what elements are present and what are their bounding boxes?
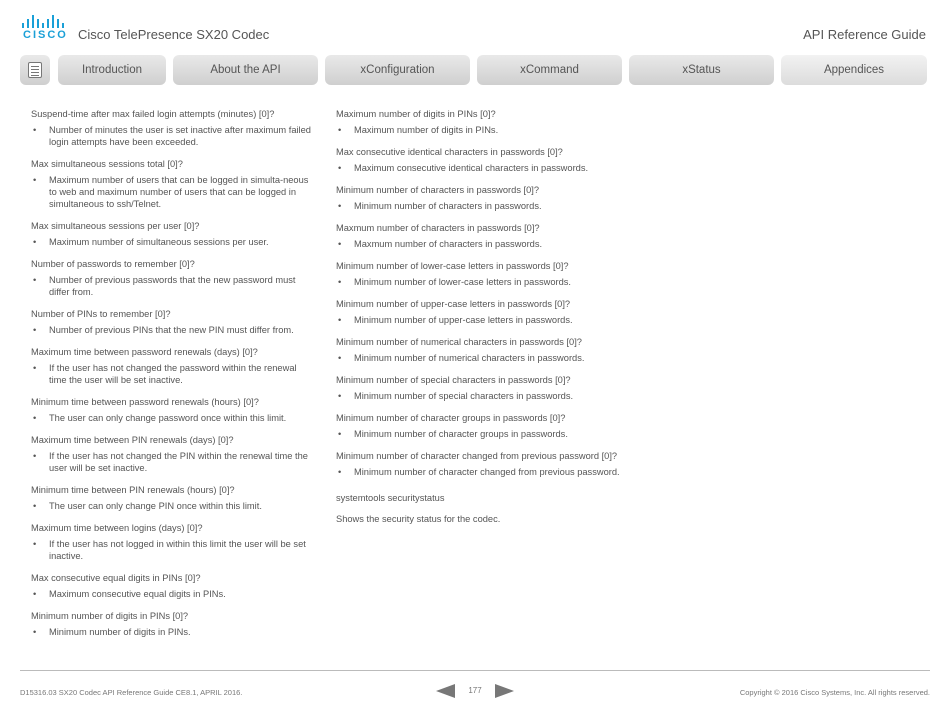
- setting-entry: [31, 258, 316, 298]
- setting-entry: [31, 108, 316, 148]
- setting-description-text: Minimum number of lower-case letters in passwords.: [354, 277, 572, 287]
- bullet-icon: •: [33, 363, 37, 373]
- pager: [436, 684, 514, 698]
- bullet-icon: •: [33, 589, 37, 599]
- tab-xcommand[interactable]: xCommand: [477, 55, 622, 85]
- setting-entry: [336, 412, 626, 440]
- bullet-icon: •: [33, 501, 37, 511]
- setting-description-text: Maximum consecutive identical characters in passwords.: [354, 163, 589, 173]
- setting-question: Number of passwords to remember [0]?: [31, 259, 195, 269]
- setting-description: [31, 124, 316, 148]
- setting-question: Minimum number of special characters in passwords [0]?: [336, 375, 571, 385]
- setting-description-text: If the user has not logged in within this limit the user will be set inactive.: [49, 539, 306, 561]
- setting-entry: [31, 158, 316, 210]
- setting-description: [31, 324, 316, 336]
- bullet-icon: •: [33, 325, 37, 335]
- setting-entry: [336, 108, 626, 136]
- setting-question: Maximum time between logins (days) [0]?: [31, 523, 203, 533]
- next-page-icon[interactable]: [495, 684, 514, 698]
- setting-question: Max simultaneous sessions per user [0]?: [31, 221, 200, 231]
- bullet-icon: •: [338, 429, 342, 439]
- left-column: [31, 108, 316, 648]
- bullet-icon: •: [338, 315, 342, 325]
- bullet-icon: •: [33, 275, 37, 285]
- menu-button[interactable]: [20, 55, 50, 85]
- setting-description-text: Number of previous PINs that the new PIN must differ from.: [49, 325, 294, 335]
- setting-description-text: The user can only change PIN once within this limit.: [49, 501, 262, 511]
- command-name: systemtools securitystatus: [336, 493, 445, 503]
- setting-entry: [336, 260, 626, 288]
- bullet-icon: •: [338, 125, 342, 135]
- setting-description-text: If the user has not changed the password within the renewal time the user will be set inactive.: [49, 363, 297, 385]
- setting-question: Minimum number of digits in PINs [0]?: [31, 611, 189, 621]
- bullet-icon: •: [33, 413, 37, 423]
- setting-description: [31, 174, 316, 210]
- footer-copyright: Copyright © 2016 Cisco Systems, Inc. All rights reserved.: [739, 688, 930, 697]
- setting-question: Minimum number of lower-case letters in passwords [0]?: [336, 261, 569, 271]
- setting-entry: [336, 336, 626, 364]
- bullet-icon: •: [338, 353, 342, 363]
- setting-description: [31, 450, 316, 474]
- setting-description-text: Minimum number of character groups in passwords.: [354, 429, 568, 439]
- setting-description-text: If the user has not changed the PIN within the renewal time the user will be set inactive.: [49, 451, 308, 473]
- tab-xconfiguration[interactable]: xConfiguration: [325, 55, 470, 85]
- bullet-icon: •: [33, 627, 37, 637]
- setting-entry: [336, 450, 626, 478]
- setting-entry: [31, 346, 316, 386]
- setting-question: Minimum time between PIN renewals (hours) [0]?: [31, 485, 235, 495]
- setting-description-text: Minimum number of character changed from previous password.: [354, 467, 620, 477]
- setting-entry: [31, 396, 316, 424]
- cisco-logo-text: CISCO: [23, 29, 68, 41]
- setting-question: Minimum number of characters in passwords [0]?: [336, 185, 540, 195]
- tab-xstatus[interactable]: xStatus: [629, 55, 774, 85]
- bullet-icon: •: [33, 175, 37, 185]
- setting-question: Maximum number of digits in PINs [0]?: [336, 109, 496, 119]
- setting-description: [31, 274, 316, 298]
- bullet-icon: •: [338, 277, 342, 287]
- setting-entry: [336, 146, 626, 174]
- guide-title: API Reference Guide: [803, 27, 926, 42]
- menu-icon: [28, 62, 42, 78]
- setting-description-text: Maximum consecutive equal digits in PINs.: [49, 589, 226, 599]
- bullet-icon: •: [338, 391, 342, 401]
- setting-description: [336, 428, 626, 440]
- setting-description-text: Maximum number of digits in PINs.: [354, 125, 499, 135]
- setting-description-text: Maximum number of users that can be logged in simulta-neous to web and maximum number of users that can be logged in simultaneous to ssh/Telnet.: [49, 175, 309, 209]
- setting-entry: [336, 298, 626, 326]
- setting-description-text: Maximum number of simultaneous sessions per user.: [49, 237, 269, 247]
- tab-introduction[interactable]: Introduction: [58, 55, 166, 85]
- setting-description: [336, 390, 626, 402]
- cisco-logo: [22, 14, 68, 42]
- setting-description-text: Minimum number of special characters in passwords.: [354, 391, 574, 401]
- setting-entry: [31, 522, 316, 562]
- setting-question: Max consecutive identical characters in passwords [0]?: [336, 147, 563, 157]
- setting-description: [336, 276, 626, 288]
- setting-question: Minimum number of character changed from previous password [0]?: [336, 451, 618, 461]
- setting-description: [336, 162, 626, 174]
- footer-doc-id: D15316.03 SX20 Codec API Reference Guide CE8.1, APRIL 2016.: [20, 688, 243, 697]
- setting-entry: [336, 184, 626, 212]
- setting-question: Maximum time between password renewals (days) [0]?: [31, 347, 258, 357]
- page-header: [0, 0, 950, 52]
- setting-question: Number of PINs to remember [0]?: [31, 309, 171, 319]
- setting-description: [31, 362, 316, 386]
- setting-entry: [31, 434, 316, 474]
- right-entries: [336, 108, 626, 478]
- bullet-icon: •: [338, 239, 342, 249]
- setting-question: Minimum number of numerical characters in passwords [0]?: [336, 337, 582, 347]
- setting-entry: [31, 610, 316, 638]
- setting-entry: [31, 572, 316, 600]
- footer-divider: [20, 670, 930, 671]
- tab-about-the-api[interactable]: About the API: [173, 55, 318, 85]
- setting-description-text: Minimum number of digits in PINs.: [49, 627, 191, 637]
- setting-description: [31, 236, 316, 248]
- setting-description: [31, 500, 316, 512]
- setting-question: Max simultaneous sessions total [0]?: [31, 159, 183, 169]
- setting-question: Suspend-time after max failed login attempts (minutes) [0]?: [31, 109, 275, 119]
- setting-description-text: Minimum number of numerical characters in passwords.: [354, 353, 585, 363]
- bullet-icon: •: [338, 163, 342, 173]
- setting-description: [336, 352, 626, 364]
- setting-description: [31, 412, 316, 424]
- setting-description-text: Number of minutes the user is set inactive after maximum failed login attempts have been exceeded.: [49, 125, 311, 147]
- setting-description: [336, 200, 626, 212]
- setting-entry: [31, 484, 316, 512]
- right-column: [336, 108, 626, 534]
- cisco-logo-bars: [22, 14, 64, 28]
- setting-question: Minimum number of upper-case letters in passwords [0]?: [336, 299, 571, 309]
- bullet-icon: •: [33, 539, 37, 549]
- tab-bar: [20, 55, 928, 85]
- bullet-icon: •: [33, 237, 37, 247]
- setting-description: [31, 626, 316, 638]
- product-title: Cisco TelePresence SX20 Codec: [78, 27, 270, 42]
- setting-description-text: Number of previous passwords that the new password must differ from.: [49, 275, 296, 297]
- setting-question: Minimum number of character groups in passwords [0]?: [336, 413, 566, 423]
- setting-description-text: The user can only change password once within this limit.: [49, 413, 287, 423]
- bullet-icon: •: [338, 201, 342, 211]
- tab-appendices[interactable]: Appendices: [781, 55, 927, 85]
- previous-page-icon[interactable]: [436, 684, 455, 698]
- bullet-icon: •: [33, 451, 37, 461]
- setting-description-text: Maxmum number of characters in passwords.: [354, 239, 543, 249]
- setting-question: Max consecutive equal digits in PINs [0]?: [31, 573, 201, 583]
- setting-question: Maxmum number of characters in passwords [0]?: [336, 223, 540, 233]
- setting-description: [336, 238, 626, 250]
- bullet-icon: •: [338, 467, 342, 477]
- page-number: 177: [468, 686, 482, 695]
- setting-description-text: Minimum number of characters in passwords.: [354, 201, 542, 211]
- setting-description: [336, 466, 626, 478]
- setting-description: [31, 588, 316, 600]
- command-description: Shows the security status for the codec.: [336, 514, 501, 524]
- setting-description-text: Minimum number of upper-case letters in passwords.: [354, 315, 573, 325]
- setting-entry: [31, 308, 316, 336]
- setting-question: Minimum time between password renewals (hours) [0]?: [31, 397, 259, 407]
- setting-question: Maximum time between PIN renewals (days) [0]?: [31, 435, 234, 445]
- setting-description: [31, 538, 316, 562]
- setting-description: [336, 314, 626, 326]
- setting-description: [336, 124, 626, 136]
- setting-entry: [336, 222, 626, 250]
- setting-entry: [336, 374, 626, 402]
- bullet-icon: •: [33, 125, 37, 135]
- setting-entry: [31, 220, 316, 248]
